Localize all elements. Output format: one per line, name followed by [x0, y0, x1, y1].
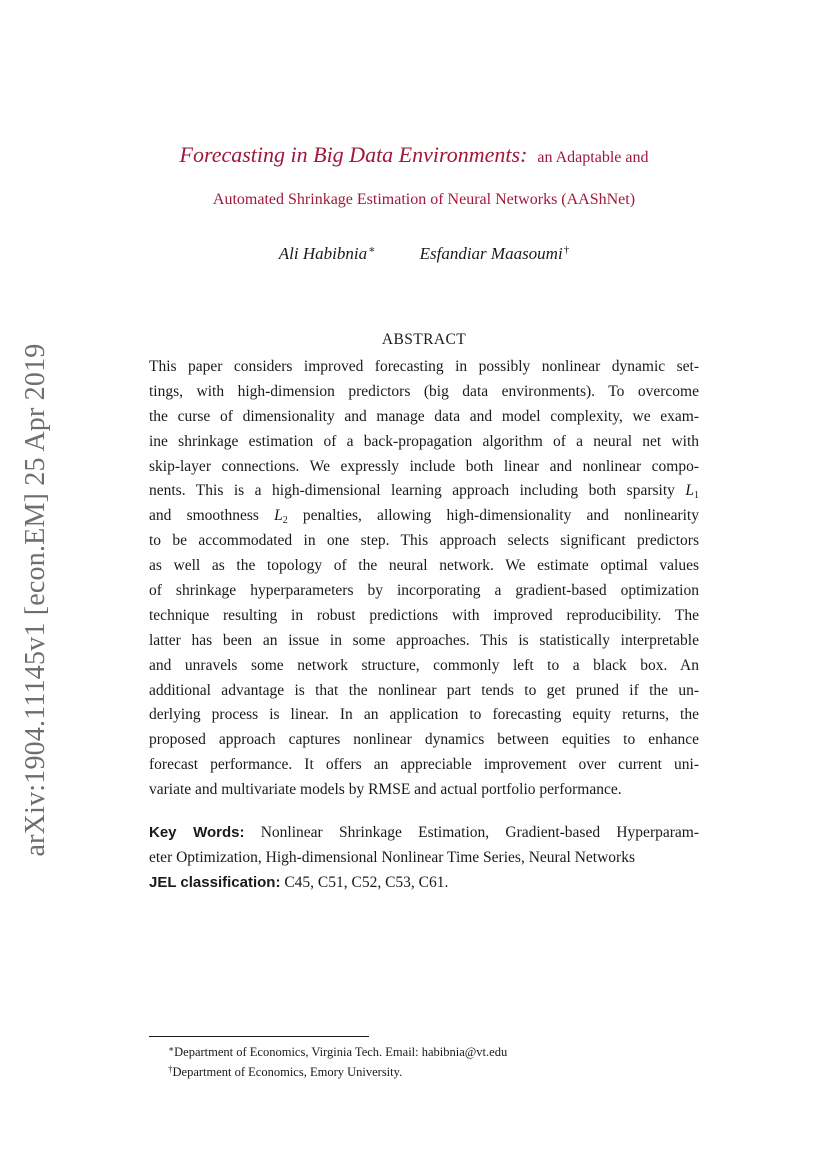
jel-label: JEL classification: [149, 874, 281, 891]
author-2 [420, 244, 570, 264]
math-subscript: 1 [694, 490, 699, 502]
abstract-line-text: and smoothness [149, 507, 275, 525]
paper-title-line-1 [0, 142, 828, 168]
arxiv-identifier-text: arXiv:1904.11145v1 [econ.EM] 25 Apr 2019 [20, 343, 51, 857]
keywords-block [149, 820, 699, 895]
abstract-line: latter has been an issue in some approaches. This is statistically interpretable [149, 631, 699, 649]
abstract-line: forecast performance. It offers an appreciable improvement over current uni- [149, 756, 699, 774]
abstract-line: as well as the topology of the neural network. We estimate optimal values [149, 557, 699, 575]
footnote-text: Department of Economics, Emory University. [172, 1065, 403, 1079]
author-1-footnote-mark: ∗ [368, 244, 376, 256]
abstract-line: technique resulting in robust predictions with improved reproducibility. The [149, 606, 699, 624]
author-1 [279, 243, 376, 264]
jel-codes: C45, C51, C52, C53, C61. [280, 874, 449, 891]
paper-title-italic: Forecasting in Big Data Environments: [179, 142, 528, 167]
math-symbol [274, 507, 288, 527]
footnote-divider [149, 1036, 369, 1037]
abstract-line-text: nents. This is a high-dimensional learning approach including both sparsity [149, 482, 686, 500]
math-letter: L [274, 507, 283, 525]
abstract-line [149, 479, 699, 504]
abstract-line: tings, with high-dimension predictors (big data environments). To overcome [149, 382, 699, 400]
abstract-line: additional advantage is that the nonlinear part tends to get pruned if the un- [149, 681, 699, 699]
abstract-line: of shrinkage hyperparameters by incorporating a gradient-based optimization [149, 582, 699, 600]
keywords-text: Nonlinear Shrinkage Estimation, Gradient-based Hyperparam- [244, 824, 699, 841]
abstract-line: proposed approach captures nonlinear dynamics between equities to enhance [149, 731, 699, 749]
abstract-line: This paper considers improved forecasting in possibly nonlinear dynamic set- [149, 358, 699, 375]
footnote-item [168, 1041, 507, 1061]
author-1-name: Ali Habibnia [278, 244, 368, 263]
abstract-line: skip-layer connections. We expressly include both linear and nonlinear compo- [149, 457, 699, 475]
abstract-line: ine shrinkage estimation of a back-propagation algorithm of a neural net with [149, 432, 699, 450]
abstract-line: the curse of dimensionality and manage data and model complexity, we exam- [149, 407, 699, 425]
footnote-item [168, 1061, 507, 1081]
abstract-line: variate and multivariate models by RMSE and actual portfolio performance. [149, 781, 622, 799]
footnotes [168, 1041, 507, 1081]
jel-classification-line [149, 870, 699, 895]
abstract-line-text: penalties, allowing high-dimensionality and nonlinearity [287, 507, 699, 525]
paper-title-line-2: Automated Shrinkage Estimation of Neural Networks (AAShNet) [212, 191, 636, 208]
abstract-line: and unravels some network structure, commonly left to a black box. An [149, 656, 699, 674]
abstract-heading: ABSTRACT [381, 331, 467, 348]
math-subscript: 2 [282, 515, 288, 527]
keywords-label: Key Words: [149, 824, 245, 841]
author-2-name: Esfandiar Maasoumi [419, 244, 563, 263]
footnote-mark: ∗ [168, 1044, 175, 1054]
paper-title-continuation: an Adaptable and [537, 149, 649, 166]
footnote-text: Department of Economics, Virginia Tech. Email: habibnia@vt.edu [174, 1045, 508, 1059]
math-letter: L [685, 482, 694, 500]
arxiv-identifier-stamp [14, 340, 58, 860]
abstract-body [149, 355, 699, 803]
keywords-line: eter Optimization, High-dimensional Nonlinear Time Series, Neural Networks [149, 849, 636, 866]
footnote-mark: † [168, 1064, 173, 1074]
abstract-line [149, 504, 699, 529]
keywords-line [149, 820, 699, 845]
abstract-line: derlying process is linear. In an application to forecasting equity returns, the [149, 706, 699, 724]
author-2-footnote-mark: † [563, 244, 570, 256]
abstract-line: to be accommodated in one step. This approach selects significant predictors [149, 532, 699, 550]
math-symbol [685, 482, 699, 502]
author-list [0, 243, 828, 264]
